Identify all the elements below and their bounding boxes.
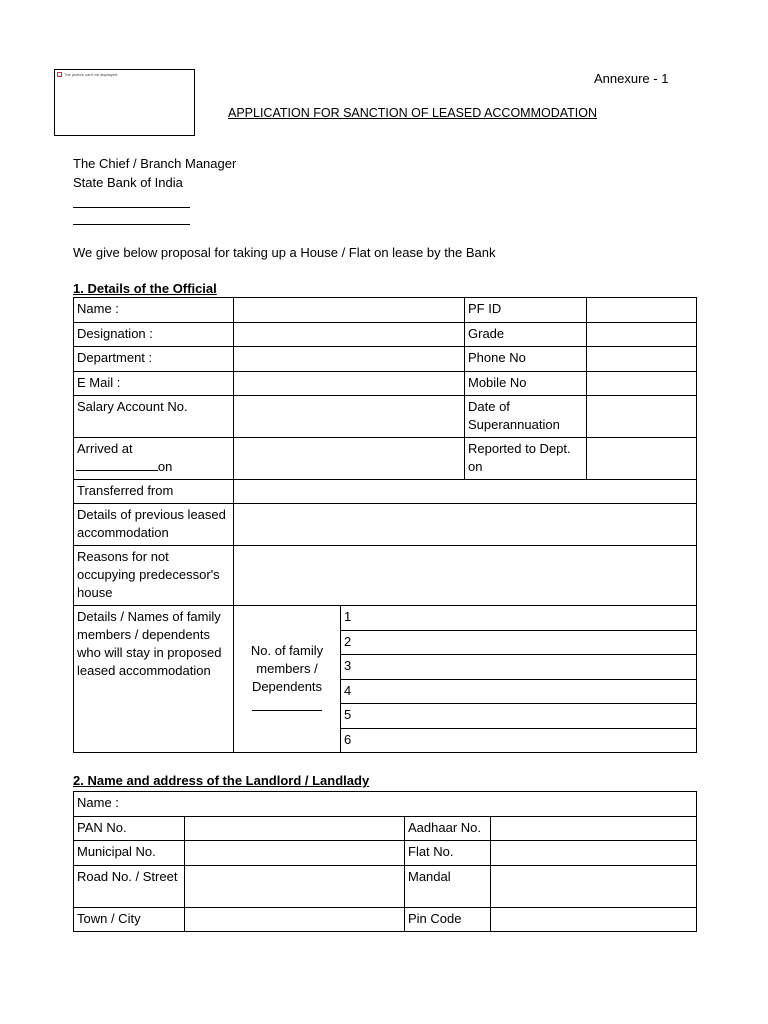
family-member-row[interactable]: 5: [341, 704, 697, 729]
arrived-suffix: on: [157, 459, 173, 474]
address-blank-2[interactable]: [73, 224, 190, 225]
transferred-label: Transferred from: [74, 480, 234, 504]
addressee-line-2: State Bank of India: [73, 175, 183, 190]
road-field[interactable]: [185, 866, 405, 908]
family-count-cell: [234, 606, 341, 753]
mandal-label: Mandal: [405, 866, 491, 908]
reasons-field[interactable]: [234, 546, 697, 606]
reported-label: Reported to Dept. on: [465, 438, 587, 480]
official-details-table: [73, 297, 697, 753]
intro-text: We give below proposal for taking up a House / Flat on lease by the Bank: [73, 245, 496, 260]
landlord-table: [73, 791, 697, 932]
previous-accommodation-field[interactable]: [234, 504, 697, 546]
arrived-prefix: Arrived at: [77, 441, 133, 456]
arrived-at-field[interactable]: [234, 438, 465, 480]
pin-field[interactable]: [491, 908, 697, 932]
reasons-label: Reasons for not occupying predecessor's house: [74, 546, 234, 606]
superannuation-field[interactable]: [587, 396, 697, 438]
arrived-at-label: [74, 438, 234, 480]
logo-placeholder: [54, 69, 195, 136]
pan-field[interactable]: [185, 817, 405, 841]
section-1-heading: 1. Details of the Official: [73, 281, 217, 296]
addressee-line-1: The Chief / Branch Manager: [73, 156, 237, 171]
family-count-label: No. of family members / Dependents: [250, 643, 324, 694]
aadhaar-field[interactable]: [491, 817, 697, 841]
email-field[interactable]: [234, 372, 465, 396]
transferred-field[interactable]: [234, 480, 697, 504]
department-field[interactable]: [234, 347, 465, 372]
road-label: Road No. / Street: [74, 866, 185, 908]
family-member-row[interactable]: 1: [341, 606, 697, 631]
phone-label: Phone No: [465, 347, 587, 372]
department-label: Department :: [74, 347, 234, 372]
flat-field[interactable]: [491, 841, 697, 866]
municipal-field[interactable]: [185, 841, 405, 866]
family-details-label: Details / Names of family members / dependents who will stay in proposed leased accommodation: [74, 606, 234, 753]
landlord-name-label: Name :: [77, 795, 119, 810]
family-member-row[interactable]: 4: [341, 680, 697, 704]
grade-field[interactable]: [587, 323, 697, 347]
family-member-row[interactable]: 2: [341, 631, 697, 655]
pf-id-label: PF ID: [465, 298, 587, 323]
name-label: Name :: [74, 298, 234, 323]
address-blank-1[interactable]: [73, 207, 190, 208]
grade-label: Grade: [465, 323, 587, 347]
annexure-label: Annexure - 1: [594, 71, 669, 86]
salary-account-field[interactable]: [234, 396, 465, 438]
section-2-heading: 2. Name and address of the Landlord / Landlady: [73, 773, 370, 788]
previous-accommodation-label: Details of previous leased accommodation: [74, 504, 234, 546]
family-member-row[interactable]: 6: [341, 729, 697, 753]
name-field[interactable]: [234, 298, 465, 323]
landlord-name-cell[interactable]: [74, 792, 697, 817]
mandal-field[interactable]: [491, 866, 697, 908]
pf-id-field[interactable]: [587, 298, 697, 323]
town-label: Town / City: [74, 908, 185, 932]
broken-image-icon: [57, 72, 118, 77]
phone-field[interactable]: [587, 347, 697, 372]
designation-field[interactable]: [234, 323, 465, 347]
municipal-label: Municipal No.: [74, 841, 185, 866]
flat-label: Flat No.: [405, 841, 491, 866]
broken-image-text: The picture can't be displayed.: [64, 72, 119, 77]
reported-field[interactable]: [587, 438, 697, 480]
form-title: APPLICATION FOR SANCTION OF LEASED ACCOMMODATION: [228, 106, 598, 120]
town-field[interactable]: [185, 908, 405, 932]
aadhaar-label: Aadhaar No.: [405, 817, 491, 841]
pan-label: PAN No.: [74, 817, 185, 841]
family-count-blank[interactable]: [252, 710, 322, 711]
salary-account-label: Salary Account No.: [74, 396, 234, 438]
arrived-at-blank[interactable]: [76, 470, 158, 471]
designation-label: Designation :: [74, 323, 234, 347]
mobile-label: Mobile No: [465, 372, 587, 396]
mobile-field[interactable]: [587, 372, 697, 396]
family-member-row[interactable]: 3: [341, 655, 697, 680]
pin-label: Pin Code: [405, 908, 491, 932]
superannuation-label: Date of Superannuation: [465, 396, 587, 438]
email-label: E Mail :: [74, 372, 234, 396]
